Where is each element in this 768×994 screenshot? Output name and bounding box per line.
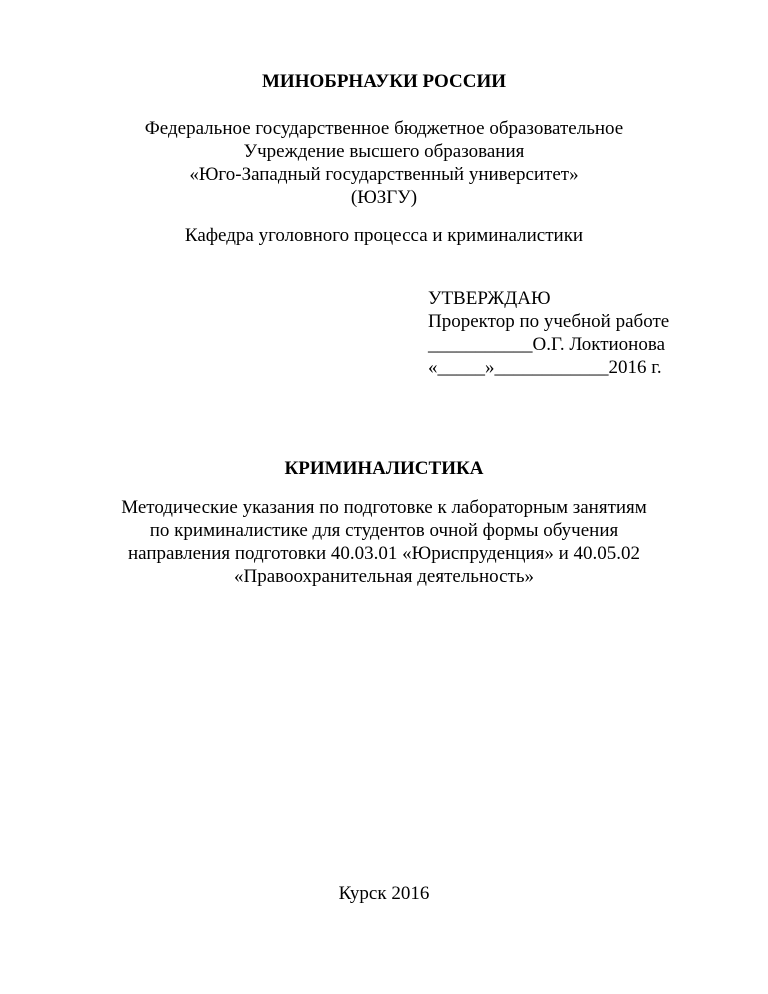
organization-abbreviation: (ЮЗГУ) <box>350 187 418 208</box>
description-block <box>0 496 768 588</box>
description-line: Методические указания по подготовке к лабораторным занятиям <box>121 497 647 518</box>
ministry-name: МИНОБРНАУКИ РОССИИ <box>261 71 507 92</box>
approval-signature: ___________О.Г. Локтионова <box>428 334 665 355</box>
approval-date: «_____»____________2016 г. <box>428 357 662 378</box>
organization-line: Федеральное государственное бюджетное образовательное <box>144 118 624 139</box>
organization-block <box>0 117 768 209</box>
title-block <box>0 457 768 480</box>
department-block <box>0 224 768 247</box>
organization-line: «Юго-Западный государственный университет» <box>189 164 579 185</box>
document-title: КРИМИНАЛИСТИКА <box>284 458 484 479</box>
approval-position: Проректор по учебной работе <box>428 311 670 332</box>
department-name: Кафедра уголовного процесса и криминалистики <box>184 225 584 246</box>
description-line: по криминалистике для студентов очной формы обучения <box>149 520 619 541</box>
approval-heading: УТВЕРЖДАЮ <box>428 288 551 309</box>
organization-line: Учреждение высшего образования <box>243 141 525 162</box>
ministry-header <box>0 70 768 93</box>
description-line: «Правоохранительная деятельность» <box>233 566 535 587</box>
approval-block <box>428 287 669 379</box>
description-line: направления подготовки 40.03.01 «Юриспруденция» и 40.05.02 <box>127 543 641 564</box>
footer-block <box>0 882 768 905</box>
city-year: Курск 2016 <box>338 883 430 904</box>
